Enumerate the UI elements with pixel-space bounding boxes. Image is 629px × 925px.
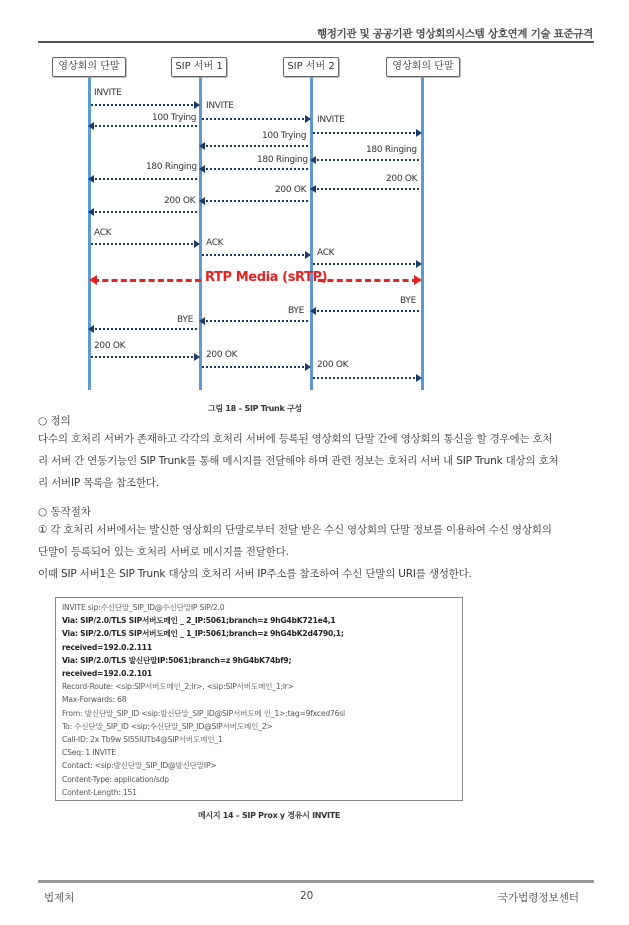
message-arrow-right xyxy=(91,356,197,358)
message-caption: 메시지 14 – SIP Prox y 경유시 INVITE xyxy=(198,811,341,820)
message-arrow-left xyxy=(202,168,308,170)
message-arrow-right xyxy=(91,104,197,106)
footer-source: 국가법령정보센터 xyxy=(497,892,579,904)
rtp-media-arrow-left xyxy=(93,279,201,282)
lifeline-callee-terminal xyxy=(421,77,424,390)
procedure-paragraph xyxy=(38,519,596,585)
message-label: INVITE xyxy=(206,101,234,111)
message-label: INVITE xyxy=(317,115,345,125)
message-arrow-left xyxy=(91,178,197,180)
message-line: CSeq: 1 INVITE xyxy=(62,748,116,758)
page-number: 20 xyxy=(300,890,314,902)
message-label: 200 OK xyxy=(206,350,238,360)
message-arrow-left xyxy=(202,145,308,147)
actor-caller-terminal: 영상회의 단말 xyxy=(52,57,126,77)
message-line: Via: SIP/2.0/TLS SIP서버도메인 _ 1_IP:5061;branch=z 9hG4bK2d4790,1; xyxy=(62,629,344,639)
message-label: ACK xyxy=(317,248,335,258)
paragraph-line: ① 각 호처리 서버에서는 발신한 영상회의 단말로부터 전달 받은 수신 영상회의 단말 정보를 이용하여 수신 영상회의 xyxy=(38,524,552,536)
message-label: BYE xyxy=(400,296,416,306)
message-line: received=192.0.2.101 xyxy=(62,669,152,679)
message-line: Call-ID: 2x Tb9w SI55IUTb4@SIP서버도메인_1 xyxy=(62,735,223,745)
message-label: 180 Ringing xyxy=(257,155,308,165)
message-label: BYE xyxy=(288,306,304,316)
message-arrow-left xyxy=(202,200,308,202)
message-label: ACK xyxy=(94,228,112,238)
section-heading-definition: ○ 정의 xyxy=(38,415,71,427)
message-label: 200 OK xyxy=(94,341,126,351)
message-line: Via: SIP/2.0/TLS 발신단말IP:5061;branch=z 9hG4bK74bf9; xyxy=(62,655,292,665)
paragraph-line: 이때 SIP 서버1은 SIP Trunk 대상의 호처리 서버 IP주소를 참조하여 수신 단말의 URI를 생성한다. xyxy=(38,568,472,580)
paragraph-line: 다수의 호처리 서버가 존재하고 각각의 호처리 서버에 등록된 영상회의 단말 간에 영상회의 통신을 할 경우에는 호처 xyxy=(38,433,553,445)
rtp-media-arrow-right xyxy=(318,279,418,282)
message-arrow-right xyxy=(202,118,308,120)
message-label: ACK xyxy=(206,238,224,248)
message-label: 200 OK xyxy=(275,185,307,195)
message-arrow-right xyxy=(313,263,419,265)
message-line: INVITE sip:수신단말_SIP_ID@수신단말IP SIP/2.0 xyxy=(62,603,225,612)
message-label: 180 Ringing xyxy=(366,145,417,155)
actor-sip-server-2: SIP 서버 2 xyxy=(283,57,339,77)
message-label: 100 Trying xyxy=(152,113,197,123)
actor-callee-terminal: 영상회의 단말 xyxy=(386,57,460,77)
message-arrow-right xyxy=(91,243,197,245)
message-arrow-right xyxy=(313,377,419,379)
section-heading-procedure: ○ 동작절차 xyxy=(38,506,92,518)
message-label: 200 OK xyxy=(164,196,196,206)
message-line: Via: SIP/2.0/TLS SIP서버도메인 _ 2_IP:5061;branch=z 9hG4bK721e4,1 xyxy=(62,616,336,626)
message-line: Record-Route: <sip:SIP서버도메인_2;lr>, <sip:SIP서버도메인_1;lr> xyxy=(62,682,294,692)
message-arrow-left xyxy=(202,320,308,322)
sip-invite-message-box xyxy=(55,597,463,801)
document-header-title: 행정기관 및 공공기관 영상회의시스템 상호연계 기술 표준규격 xyxy=(316,28,593,40)
message-line: Content-Length: 151 xyxy=(62,787,137,797)
message-label: 200 OK xyxy=(386,174,418,184)
message-line: Max-Forwards: 68 xyxy=(62,695,127,705)
footer-publisher: 법제처 xyxy=(44,892,75,904)
message-arrow-left xyxy=(313,188,419,190)
lifeline-sip-server-2 xyxy=(310,77,313,390)
message-line: From: 발신단말_SIP_ID <sip:발신단말_SIP_ID@SIP서버도메 인_1>;tag=9fxced76sl xyxy=(62,708,345,718)
message-arrow-right xyxy=(202,254,308,256)
message-line: received=192.0.2.111 xyxy=(62,642,152,652)
figure-caption: 그림 18 – SIP Trunk 구성 xyxy=(208,404,302,413)
message-line: Content-Type: application/sdp xyxy=(62,774,169,784)
footer-divider xyxy=(38,880,594,883)
message-arrow-left xyxy=(91,125,197,127)
paragraph-line: 리 서버 간 연동기능인 SIP Trunk를 통해 메시지를 전달해야 하며 관련 정보는 호처리 서버 내 SIP Trunk 대상의 호처 xyxy=(38,455,559,467)
definition-paragraph xyxy=(38,428,596,494)
message-label: INVITE xyxy=(94,88,122,98)
message-arrow-left xyxy=(313,159,419,161)
message-arrow-left xyxy=(91,328,197,330)
paragraph-line: 리 서버IP 목록을 참조한다. xyxy=(38,477,160,489)
message-label: BYE xyxy=(177,315,193,325)
message-line: Contact: <sip:발신단말_SIP_ID@발신단말IP> xyxy=(62,761,217,771)
message-arrow-left xyxy=(91,211,197,213)
message-arrow-right xyxy=(313,132,419,134)
message-line: To: 수신단말_SIP_ID <sip:수신단말_SIP_ID@SIP서버도메인_2> xyxy=(62,721,273,731)
message-label: 180 Ringing xyxy=(146,162,197,172)
message-label: 200 OK xyxy=(317,360,349,370)
message-arrow-left xyxy=(313,310,419,312)
rtp-media-label: RTP Media (sRTP) xyxy=(205,270,328,285)
paragraph-line: 단말이 등록되어 있는 호처리 서버로 메시지를 전달한다. xyxy=(38,546,289,558)
lifeline-sip-server-1 xyxy=(199,77,202,390)
message-label: 100 Trying xyxy=(262,131,307,141)
sip-trunk-sequence-diagram xyxy=(0,0,629,413)
message-arrow-right xyxy=(202,366,308,368)
actor-sip-server-1: SIP 서버 1 xyxy=(171,57,227,77)
